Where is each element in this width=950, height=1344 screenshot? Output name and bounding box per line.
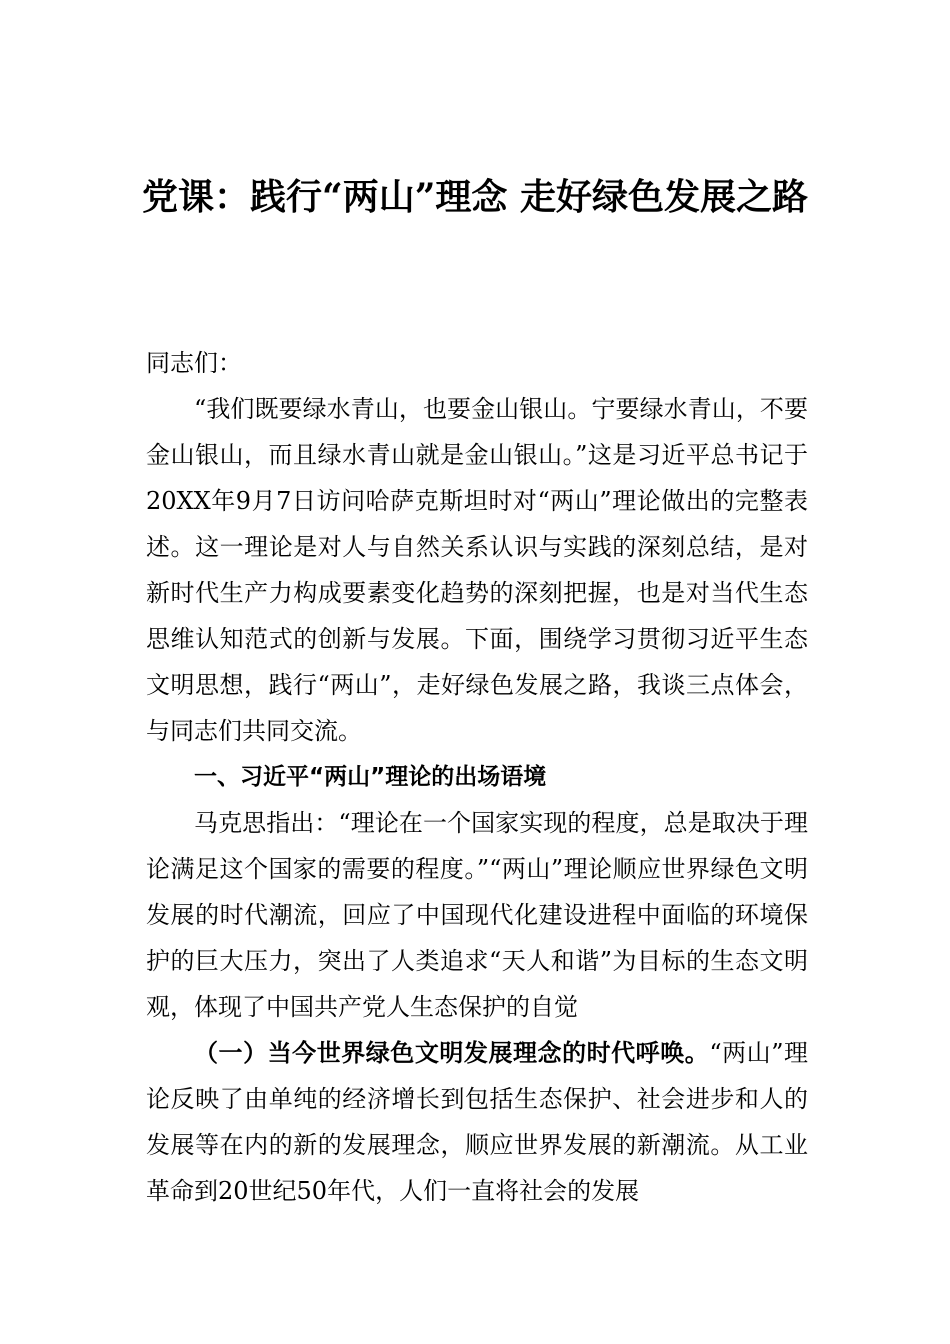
subsection-1-paragraph bbox=[146, 1030, 808, 1214]
subsection-1-heading: （一）当今世界绿色文明发展理念的时代呼唤。 bbox=[194, 1038, 710, 1067]
salutation: 同志们： bbox=[146, 349, 242, 377]
document-body bbox=[146, 340, 808, 1214]
section-1-paragraph: 马克思指出：“理论在一个国家实现的程度，总是取决于理论满足这个国家的需要的程度。”“两山”理论顺应世界绿色文明发展的时代潮流，回应了中国现代化建设进程中面临的环境保护的巨大压力，突出了人类追求“天人和谐”为目标的生态文明观，体现了中国共产党人生态保护的自觉 bbox=[146, 809, 808, 1021]
subsection-1-text: “两山”理论反映了由单纯的经济增长到包括生态保护、社会进步和人的发展等在内的新的发展理念，顺应世界发展的新潮流。从工业革命到20世纪50年代，人们一直将社会的发展 bbox=[146, 1039, 809, 1205]
intro-paragraph: “我们既要绿水青山，也要金山银山。宁要绿水青山，不要金山银山，而且绿水青山就是金山银山。”这是习近平总书记于20XX年9月7日访问哈萨克斯坦时对“两山”理论做出的完整表述。这一理论是对人与自然关系认识与实践的深刻总结，是对新时代生产力构成要素变化趋势的深刻把握，也是对当代生态思维认知范式的创新与发展。下面，围绕学习贯彻习近平生态文明思想，践行“两山”，走好绿色发展之路，我谈三点体会，与同志们共同交流。 bbox=[146, 395, 808, 745]
document-title: 党课：践行“两山”理念 走好绿色发展之路 bbox=[142, 176, 808, 218]
section-1-heading: 一、习近平“两山”理论的出场语境 bbox=[194, 764, 547, 790]
